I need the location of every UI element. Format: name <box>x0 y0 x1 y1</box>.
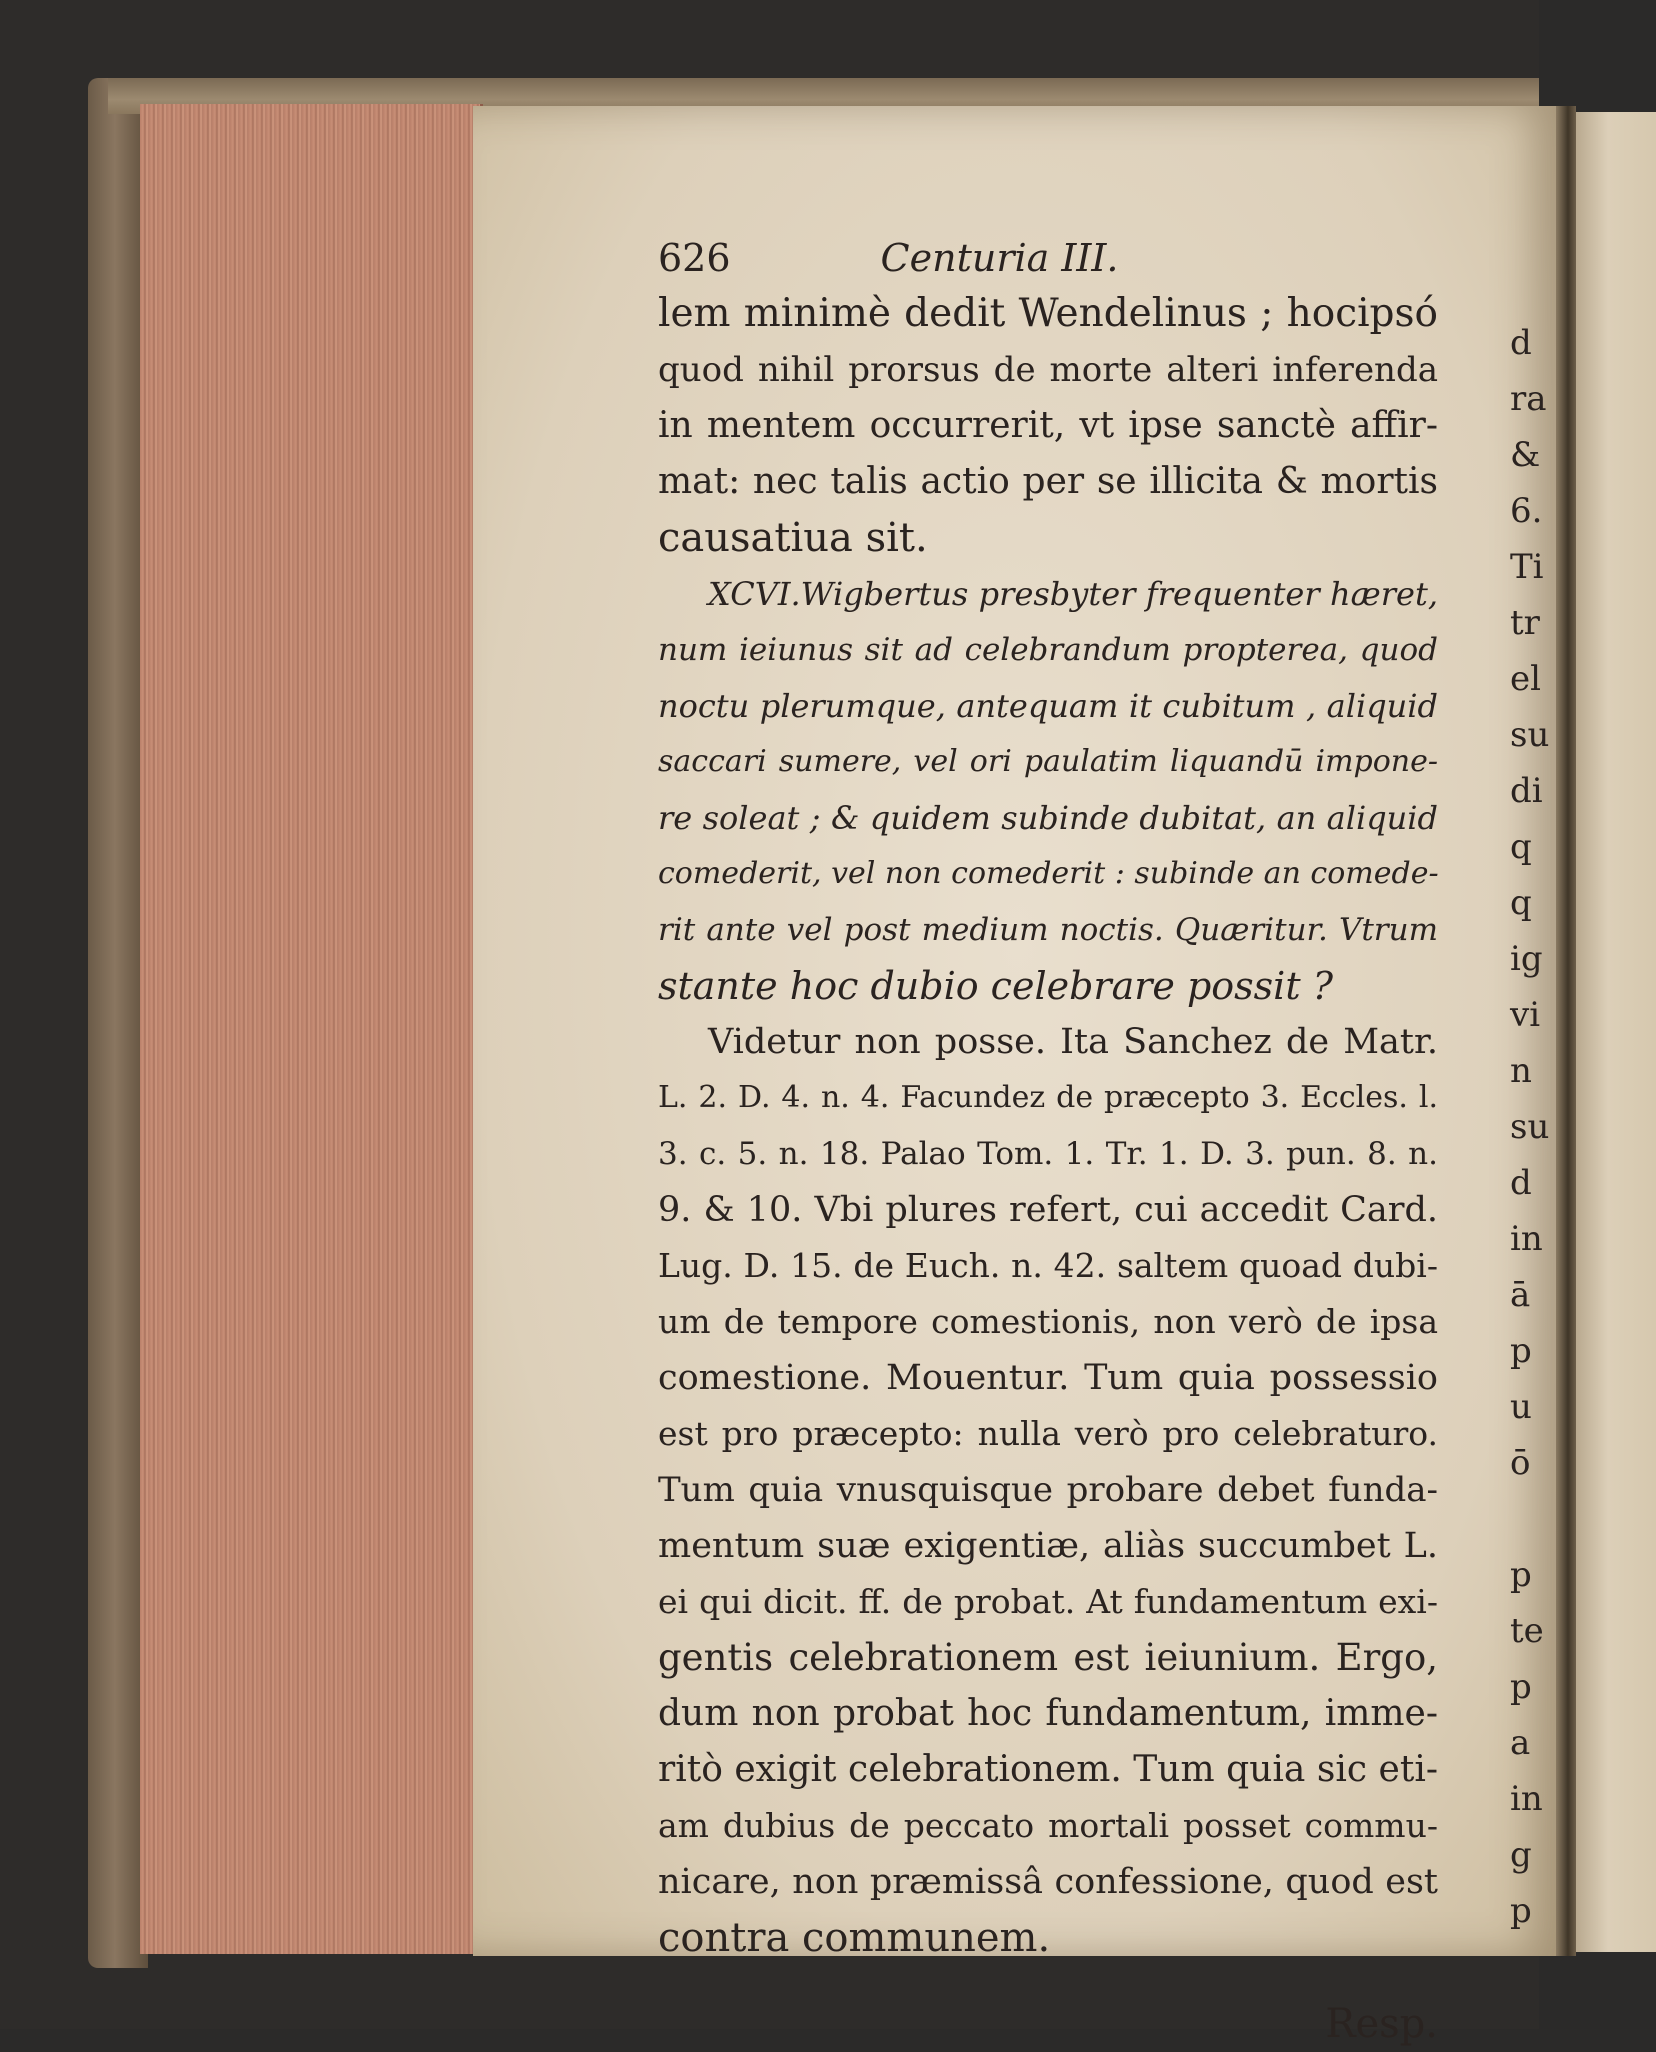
page-number: 626 <box>658 236 731 280</box>
book-gutter <box>1556 106 1576 1956</box>
right-page-fragment: di <box>1510 771 1543 811</box>
text-line: comestione. Mouentur. Tum quia possessio <box>658 1358 1438 1398</box>
text-line: dum non probat hoc fundamentum, imme- <box>658 1693 1438 1734</box>
text-line: contra communem. <box>658 1915 1051 1961</box>
right-page-fragment: in <box>1510 1779 1543 1819</box>
text-line: est pro præcepto: nulla verò pro celebraturo. <box>658 1414 1438 1453</box>
page-fore-edge <box>140 104 483 1954</box>
right-page-fragment: p <box>1510 1555 1532 1595</box>
text-line: Lug. D. 15. de Euch. n. 42. saltem quoad dubi- <box>658 1246 1438 1285</box>
right-page-fragment: & <box>1510 435 1541 475</box>
text-line: in mentem occurrerit, vt ipse sanctè affir- <box>658 405 1438 446</box>
text-line: causatiua sit. <box>658 515 928 561</box>
right-page-fragment: d <box>1510 1163 1532 1203</box>
text-line: ritò exigit celebrationem. Tum quia sic eti- <box>658 1749 1438 1790</box>
text-line: noctu plerumque, antequam it cubitum , aliquid <box>658 687 1438 725</box>
book-cover-edge <box>88 78 148 1968</box>
right-page-fragment <box>1510 1491 1540 1547</box>
right-page-fragment: d <box>1510 323 1532 363</box>
right-page-text-fragments <box>1510 315 1550 1939</box>
right-page-fragment: ig <box>1510 939 1543 979</box>
right-page-fragment: a <box>1510 1723 1531 1763</box>
right-page-fragment: ra <box>1510 379 1547 419</box>
text-line: 3. c. 5. n. 18. Palao Tom. 1. Tr. 1. D. 3. pun. 8. n. <box>658 1136 1438 1172</box>
right-page-fragment: q <box>1510 827 1532 867</box>
page-header <box>658 230 1438 286</box>
text-line: Tum quia vnusquisque probare debet funda- <box>658 1470 1438 1510</box>
running-head: Centuria III. <box>880 236 1119 280</box>
text-line: L. 2. D. 4. n. 4. Facundez de præcepto 3. Eccles. l. <box>658 1080 1438 1115</box>
catchword: Resp. <box>1325 2001 1438 2047</box>
right-page-fragment: ā <box>1510 1275 1531 1315</box>
text-line: comederit, vel non comederit : subinde an comede- <box>658 856 1439 891</box>
text-line: 9. & 10. Vbi plures refert, cui accedit Card. <box>658 1190 1438 1230</box>
text-line: re soleat ; & quidem subinde dubitat, an aliquid <box>658 799 1438 837</box>
right-page-fragment: p <box>1510 1667 1532 1707</box>
right-page-fragment: tr <box>1510 603 1540 643</box>
text-line: lem minimè dedit Wendelinus ; hocipsó <box>658 291 1438 336</box>
right-page-fragment: su <box>1510 1107 1550 1147</box>
text-line: rit ante vel post medium noctis. Quæritur. Vtrum <box>658 912 1438 948</box>
text-line: ei qui dicit. ff. de probat. At fundamentum exi- <box>658 1582 1438 1621</box>
text-line: num ieiunus sit ad celebrandum propterea, quod <box>658 632 1438 668</box>
text-line: gentis celebrationem est ieiunium. Ergo, <box>658 1636 1438 1679</box>
text-line: stante hoc dubio celebrare possit ? <box>658 964 1334 1008</box>
right-page-fragment: el <box>1510 659 1541 699</box>
right-page-fragment: Ti <box>1510 547 1544 587</box>
text-line: Videtur non posse. Ita Sanchez de Matr. <box>708 1022 1438 1062</box>
right-page-fragment: 6. <box>1510 491 1543 531</box>
right-page-fragment: ō <box>1510 1443 1531 1483</box>
right-page-fragment: p <box>1510 1331 1532 1371</box>
right-page-fragment: vi <box>1510 995 1541 1035</box>
right-page-fragment: q <box>1510 883 1532 923</box>
right-page-fragment: u <box>1510 1387 1532 1427</box>
text-line: XCVI.Wigbertus presbyter frequenter hæret, <box>708 575 1438 613</box>
text-lines <box>658 286 1438 1966</box>
text-line: mentum suæ exigentiæ, aliàs succumbet L. <box>658 1526 1438 1566</box>
page-text-block <box>658 230 1438 2052</box>
text-line: quod nihil prorsus de morte alteri inferenda <box>658 350 1438 390</box>
right-page-fragment: su <box>1510 715 1550 755</box>
text-line: am dubius de peccato mortali posset commu- <box>658 1806 1438 1845</box>
text-line: nicare, non præmissâ confessione, quod est <box>658 1862 1438 1902</box>
text-line: mat: nec talis actio per se illicita & mortis <box>658 461 1438 502</box>
right-page-fragment: te <box>1510 1611 1544 1651</box>
right-page-fragment: g <box>1510 1835 1532 1875</box>
right-page-fragment: p <box>1510 1891 1532 1931</box>
right-page <box>1576 112 1656 1952</box>
right-page-fragment: in <box>1510 1219 1543 1259</box>
text-line: um de tempore comestionis, non verò de ipsa <box>658 1302 1438 1341</box>
text-line: saccari sumere, vel ori paulatim liquandū impone- <box>658 744 1438 779</box>
right-page-fragment: n <box>1510 1051 1532 1091</box>
